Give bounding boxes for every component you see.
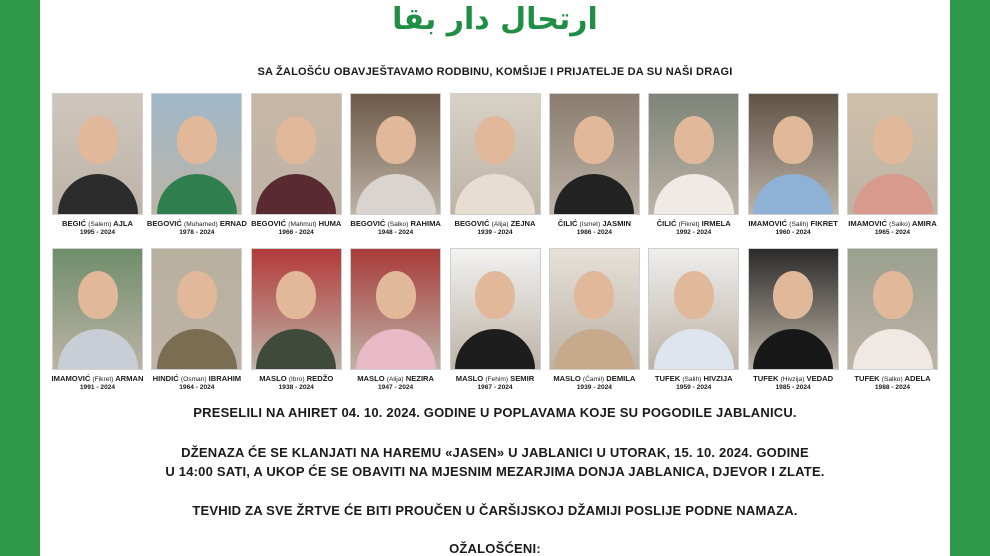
life-years: 1966 - 2024 bbox=[278, 229, 314, 236]
portrait-torso bbox=[157, 329, 237, 370]
person-name bbox=[848, 219, 937, 228]
surname: MASLO bbox=[357, 374, 385, 383]
given-name: HUMA bbox=[318, 219, 342, 228]
father-name: (Alija) bbox=[386, 376, 404, 383]
person-card bbox=[251, 93, 342, 236]
surname: TUFEK bbox=[854, 374, 880, 383]
portrait-photo bbox=[847, 248, 938, 370]
life-years: 1986 - 2024 bbox=[576, 229, 612, 236]
person-name bbox=[147, 219, 247, 228]
surname: BEGOVIĆ bbox=[454, 219, 490, 228]
intro-text: SA ŽALOŠĆU OBAVJEŠTAVAMO RODBINU, KOMŠIJE I PRIJATELJE DA SU NAŠI DRAGI bbox=[257, 66, 733, 78]
person-name bbox=[153, 374, 242, 383]
person-card bbox=[450, 248, 541, 391]
life-years: 1985 - 2024 bbox=[775, 384, 811, 391]
surname: BEGOVIĆ bbox=[146, 219, 182, 228]
father-name: (Fehim) bbox=[485, 376, 509, 383]
person-card bbox=[549, 93, 640, 236]
person-card bbox=[549, 248, 640, 391]
given-name: HIVZIJA bbox=[703, 374, 733, 383]
life-years: 1992 - 2024 bbox=[676, 229, 712, 236]
given-name: ZEJNA bbox=[510, 219, 536, 228]
father-name: (Osman) bbox=[180, 376, 207, 383]
person-card bbox=[52, 93, 143, 236]
portrait-head bbox=[376, 271, 416, 319]
text-tevhid: TEVHID ZA SVE ŽRTVE ĆE BITI PROUČEN U ČARŠIJSKOJ DŽAMIJI POSLIJE PODNE NAMAZA. bbox=[192, 503, 798, 518]
portrait-torso bbox=[455, 329, 535, 370]
father-name: (Muhamed) bbox=[184, 221, 218, 228]
portrait-head bbox=[574, 271, 614, 319]
person-card bbox=[350, 93, 441, 236]
surname: ČILIĆ bbox=[557, 219, 578, 228]
portrait-torso bbox=[753, 329, 833, 370]
portrait-torso bbox=[356, 174, 436, 215]
portrait-photo bbox=[748, 93, 839, 215]
portrait-torso bbox=[853, 329, 933, 370]
portrait-torso bbox=[654, 329, 734, 370]
father-name: (Ćamil) bbox=[582, 376, 605, 383]
father-name: (Salih) bbox=[682, 376, 702, 383]
photo-row-1 bbox=[52, 93, 938, 236]
person-name bbox=[553, 374, 635, 383]
life-years: 1960 - 2024 bbox=[775, 229, 811, 236]
text-funeral-line-2: U 14:00 SATI, A UKOP ĆE SE OBAVITI NA MJESNIM MEZARJIMA DONJA JABLANICA, DJEVOR I ZLATE. bbox=[165, 464, 825, 479]
person-name bbox=[655, 374, 733, 383]
given-name: VEDAD bbox=[806, 374, 834, 383]
portrait-head bbox=[773, 271, 813, 319]
person-card bbox=[748, 93, 839, 236]
person-card bbox=[648, 248, 739, 391]
father-name: (Fikret) bbox=[678, 221, 700, 228]
portrait-torso bbox=[753, 174, 833, 215]
given-name: ERNAD bbox=[219, 219, 247, 228]
text-mourners: OŽALOŠĆENI: bbox=[449, 541, 541, 556]
person-name bbox=[748, 219, 838, 228]
father-name: (Mahmut) bbox=[288, 221, 317, 228]
person-name bbox=[350, 219, 441, 228]
person-name bbox=[52, 374, 144, 383]
person-name bbox=[454, 219, 535, 228]
person-card bbox=[251, 248, 342, 391]
life-years: 1995 - 2024 bbox=[79, 229, 116, 236]
portrait-photo bbox=[151, 248, 242, 370]
life-years: 1988 - 2024 bbox=[874, 384, 911, 391]
left-green-band bbox=[0, 0, 40, 556]
portrait-torso bbox=[853, 174, 933, 215]
portrait-torso bbox=[256, 174, 336, 215]
portrait-head bbox=[873, 271, 913, 319]
surname: BEGIĆ bbox=[62, 219, 87, 228]
portrait-photo bbox=[450, 248, 541, 370]
photo-row-2 bbox=[52, 248, 938, 391]
portrait-photo bbox=[748, 248, 839, 370]
life-years: 1947 - 2024 bbox=[378, 384, 414, 391]
father-name: (Salko) bbox=[881, 376, 903, 383]
text-passed-away: PRESELILI NA AHIRET 04. 10. 2024. GODINE U POPLAVAMA KOJE SU POGODILE JABLANICU. bbox=[193, 405, 797, 420]
father-name: (Ismet) bbox=[579, 221, 601, 228]
given-name: NEZIRA bbox=[405, 374, 435, 383]
given-name: AMIRA bbox=[911, 219, 937, 228]
life-years: 1964 - 2024 bbox=[179, 384, 215, 391]
person-card bbox=[52, 248, 143, 391]
portrait-head bbox=[674, 271, 714, 319]
person-card bbox=[648, 93, 739, 236]
portrait-head bbox=[475, 116, 515, 164]
person-name bbox=[259, 374, 333, 383]
father-name: (Alija) bbox=[491, 221, 509, 228]
portrait-photo bbox=[648, 93, 739, 215]
person-name bbox=[456, 374, 534, 383]
surname: IMAMOVIĆ bbox=[848, 219, 888, 228]
father-name: (Ibro) bbox=[288, 376, 305, 383]
portrait-head bbox=[475, 271, 515, 319]
person-name bbox=[854, 374, 930, 383]
life-years: 1939 - 2024 bbox=[477, 229, 513, 236]
father-name: (Salih) bbox=[789, 221, 809, 228]
surname: TUFEK bbox=[654, 374, 681, 383]
given-name: FIKRET bbox=[810, 219, 838, 228]
portrait-torso bbox=[58, 174, 138, 215]
portrait-torso bbox=[654, 174, 734, 215]
portrait-head bbox=[276, 271, 316, 319]
life-years: 1978 - 2024 bbox=[179, 229, 215, 236]
surname: BEGOVIĆ bbox=[350, 219, 386, 228]
given-name: ADELA bbox=[904, 374, 931, 383]
surname: IMAMOVIĆ bbox=[748, 219, 788, 228]
given-name: JASMIN bbox=[602, 219, 632, 228]
given-name: IBRAHIM bbox=[208, 374, 242, 383]
person-name bbox=[357, 374, 434, 383]
person-name bbox=[657, 219, 731, 228]
father-name: (Salko) bbox=[889, 221, 911, 228]
life-years: 1965 - 2024 bbox=[874, 229, 911, 236]
person-card bbox=[847, 93, 938, 236]
portrait-torso bbox=[554, 174, 634, 215]
portrait-torso bbox=[554, 329, 634, 370]
given-name: AJLA bbox=[113, 219, 133, 228]
life-years: 1959 - 2024 bbox=[676, 384, 712, 391]
obituary-sheet bbox=[40, 0, 950, 556]
person-card bbox=[847, 248, 938, 391]
surname: MASLO bbox=[455, 374, 484, 383]
portrait-photo bbox=[251, 93, 342, 215]
portrait-head bbox=[78, 116, 118, 164]
father-name: (Hivzija) bbox=[780, 376, 805, 383]
given-name: DEMILA bbox=[606, 374, 636, 383]
portrait-photo bbox=[648, 248, 739, 370]
portrait-head bbox=[873, 116, 913, 164]
portrait-torso bbox=[157, 174, 237, 215]
life-years: 1939 - 2024 bbox=[576, 384, 612, 391]
portrait-head bbox=[574, 116, 614, 164]
given-name: SEMIR bbox=[510, 374, 535, 383]
father-name: (Salko) bbox=[387, 221, 409, 228]
life-years: 1948 - 2024 bbox=[378, 229, 414, 236]
father-name: (Salem) bbox=[88, 221, 112, 228]
surname: HINDIĆ bbox=[152, 374, 179, 383]
portrait-photo bbox=[549, 93, 640, 215]
portrait-torso bbox=[356, 329, 436, 370]
father-name: (Fikret) bbox=[92, 376, 114, 383]
given-name: REDŽO bbox=[306, 374, 334, 383]
portrait-head bbox=[177, 116, 217, 164]
surname: MASLO bbox=[553, 374, 581, 383]
portrait-photo bbox=[52, 93, 143, 215]
arabic-calligraphy-heading: ارتحال دار بقا bbox=[392, 2, 598, 37]
person-card bbox=[151, 248, 242, 391]
portrait-head bbox=[276, 116, 316, 164]
portrait-torso bbox=[455, 174, 535, 215]
portrait-photo bbox=[549, 248, 640, 370]
person-card bbox=[350, 248, 441, 391]
portrait-head bbox=[773, 116, 813, 164]
person-name bbox=[62, 219, 133, 228]
portrait-photo bbox=[52, 248, 143, 370]
right-green-band bbox=[950, 0, 990, 556]
portrait-head bbox=[376, 116, 416, 164]
surname: ČILIĆ bbox=[656, 219, 677, 228]
surname: IMAMOVIĆ bbox=[51, 374, 91, 383]
portrait-photo bbox=[847, 93, 938, 215]
portrait-photo bbox=[151, 93, 242, 215]
person-name bbox=[251, 219, 341, 228]
person-card bbox=[146, 93, 247, 236]
person-card bbox=[748, 248, 839, 391]
portrait-head bbox=[674, 116, 714, 164]
life-years: 1938 - 2024 bbox=[278, 384, 314, 391]
surname: BEGOVIĆ bbox=[251, 219, 287, 228]
portrait-head bbox=[177, 271, 217, 319]
portrait-photo bbox=[251, 248, 342, 370]
given-name: IRMELA bbox=[701, 219, 731, 228]
person-name bbox=[753, 374, 833, 383]
text-funeral-line-1: DŽENAZA ĆE SE KLANJATI NA HAREMU «JASEN» U JABLANICI U UTORAK, 15. 10. 2024. GODINE bbox=[181, 445, 809, 460]
person-name bbox=[558, 219, 631, 228]
portrait-photo bbox=[350, 248, 441, 370]
given-name: RAHIMA bbox=[410, 219, 441, 228]
surname: TUFEK bbox=[753, 374, 779, 383]
portrait-head bbox=[78, 271, 118, 319]
portrait-torso bbox=[58, 329, 138, 370]
person-card bbox=[450, 93, 541, 236]
portrait-photo bbox=[350, 93, 441, 215]
portrait-torso bbox=[256, 329, 336, 370]
life-years: 1967 - 2024 bbox=[477, 384, 513, 391]
given-name: ARMAN bbox=[115, 374, 144, 383]
portrait-photo bbox=[450, 93, 541, 215]
surname: MASLO bbox=[259, 374, 287, 383]
life-years: 1991 - 2024 bbox=[79, 384, 116, 391]
